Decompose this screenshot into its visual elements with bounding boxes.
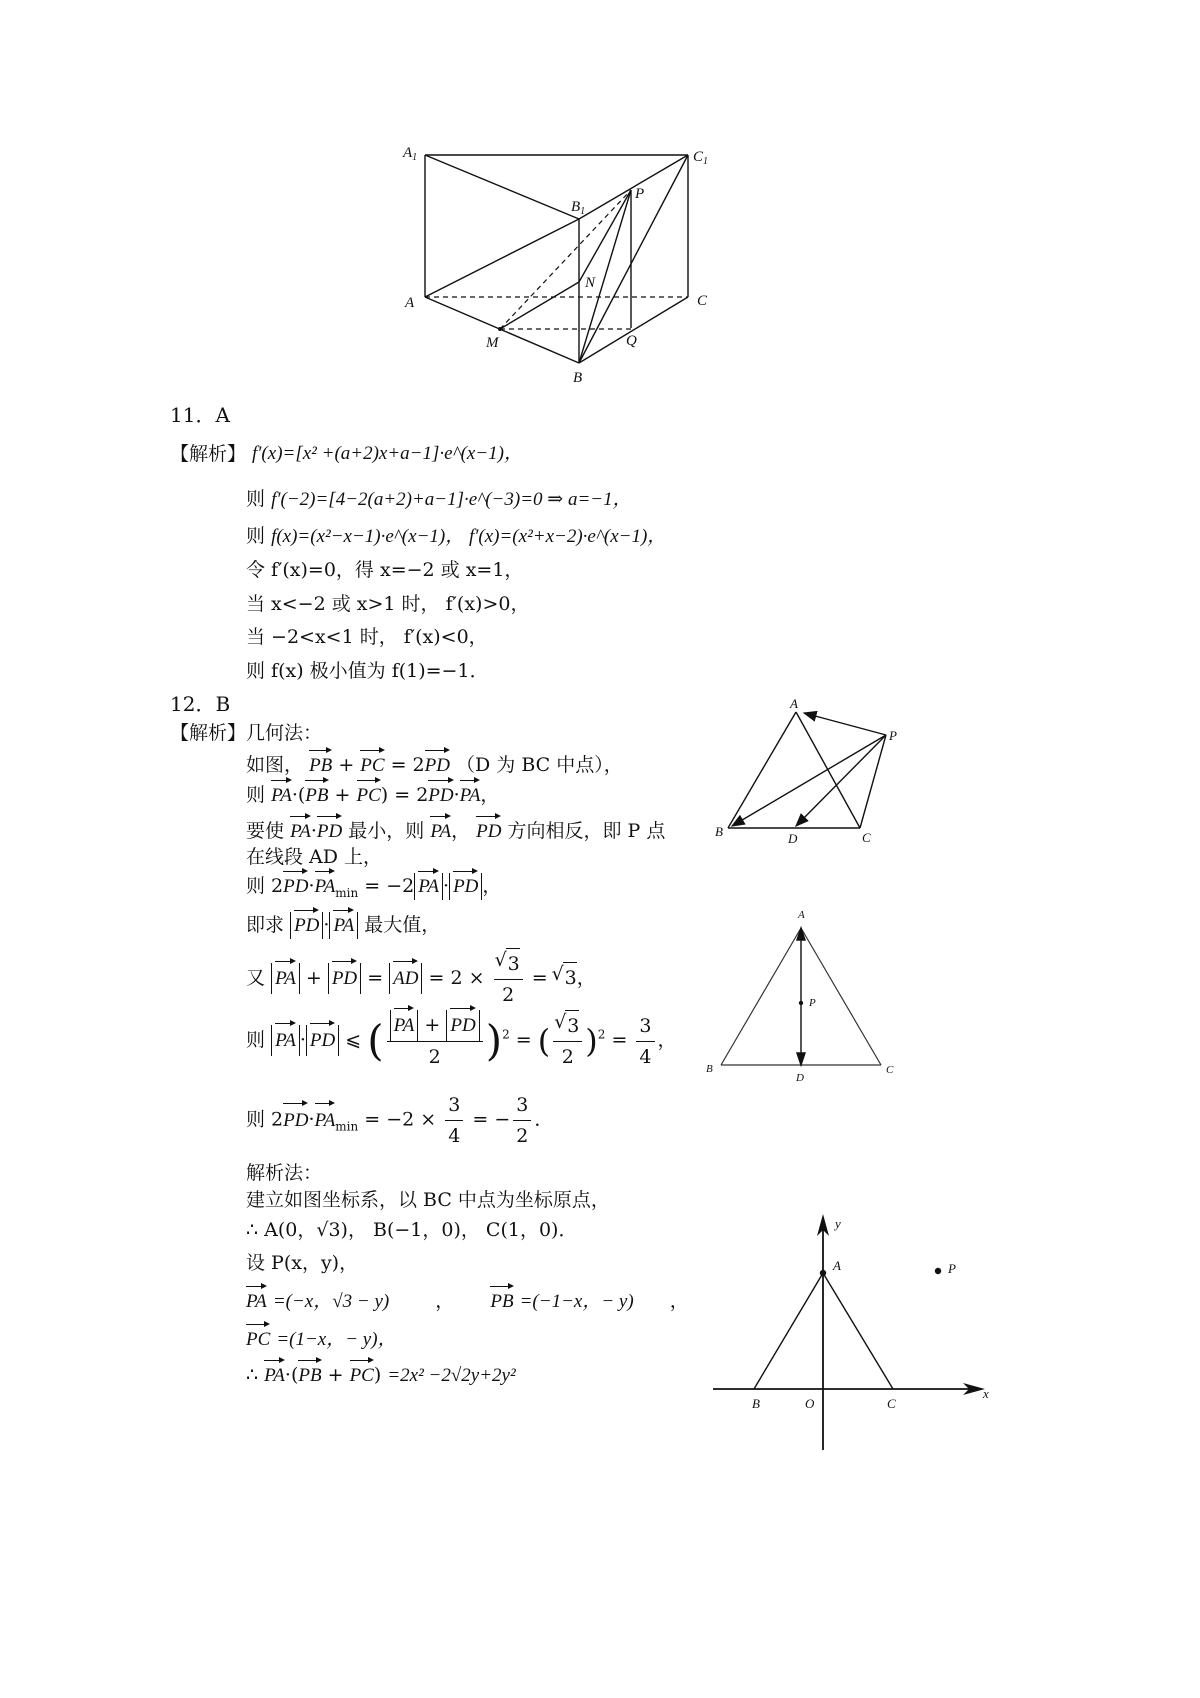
q12-ana-line-6: ∴ PA·(PB + PC) =2x² −2√2y+2y² [246,1362,516,1389]
tri-label-B: B [706,1063,713,1075]
quad-label-D: D [788,831,798,846]
q12-heading: 12．B [170,692,231,716]
q12-geo-line-8: 则 PA · PD ⩽ ( $\frac{PA + PD}{2}$ )$^2$ = ( √ $\frac{3}{2}$ )$^2$ = $\frac{3}{4}$ ， [246,1010,677,1072]
q11-line-4: 令 f′(x)=0，得 x=−2 或 x=1， [246,559,524,581]
triangle-figure [700,900,910,1090]
axis-label-O: O [805,1396,815,1411]
quad-label-B: B [715,824,723,839]
q11-tag: 【解析】 [170,443,247,465]
q12-method-2: 解析法： [246,1162,323,1184]
q12-ana-line-5: PC =(1−x，− y)， [246,1326,397,1353]
tri-label-P: P [809,997,816,1009]
q12-geo-line-4: 在线段 AD 上， [246,846,383,868]
axis-label-y: y [835,1216,841,1231]
tri-label-D: D [796,1072,804,1084]
q11-line-2: 则 f′(−2)=[4−2(a+2)+a−1]·e^(−3)=0 ⇒ a=−1， [246,488,632,510]
label-Q: Q [626,333,637,349]
label-B1: $B_1$ [571,199,586,217]
q12-geo-line-3: 要使 PA·PD 最小，则 PA， PD 方向相反，即 P 点 [246,818,665,845]
q12-geo-line-1: 如图， PB + PC = 2PD （D 为 BC 中点）， [246,752,623,779]
q11-line-7: 则 f(x) 极小值为 f(1)=−1． [246,660,489,682]
label-A: A [405,295,415,311]
q12-ana-line-2: ∴ A(0，√3)， B(−1，0)， C(1，0)． [246,1219,578,1241]
q12-ana-line-3: 设 P(x，y)， [246,1252,359,1274]
label-N: N [585,275,596,291]
label-P: P [635,186,645,202]
label-B: B [573,370,583,386]
tri-label-A: A [798,909,805,921]
q12-ana-line-1: 建立如图坐标系，以 BC 中点为坐标原点， [246,1189,610,1211]
label-C: C [697,293,708,309]
quad-label-A: A [790,696,798,711]
q11-line-5: 当 x<−2 或 x>1 时， f′(x)>0， [246,593,530,615]
label-A1: $A_1$ [403,145,418,163]
quad-label-C: C [862,830,871,845]
q12-geo-line-5: 则 $2PD\cdot PA_{min} = -2$ PA · PD ， [246,875,502,900]
q12-geo-line-6: 即求 PD · PA 最大值， [246,912,440,939]
q11-heading: 11．A [170,403,230,427]
q12-geo-line-2: 则 PA·(PB + PC) = 2PD·PA， [246,782,499,809]
axis-label-C: C [887,1396,896,1411]
q12-geo-line-7: 又 PA + PD = AD = 2 × √ $\frac{3}{2}$ = √ 3， [246,948,596,1010]
q12-ana-line-4: PA =(−x，√3 − y) ， PB =(−1−x，− y) ， [246,1288,689,1315]
q12-tag-line: 【解析】几何法： [170,722,323,744]
tri-label-C: C [886,1064,894,1076]
coordinate-figure [705,1210,1000,1455]
q11-line-3: 则 f(x)=(x²−x−1)·e^(x−1)， f′(x)=(x²+x−2)·e^(x−1)， [246,525,667,547]
axis-label-B: B [752,1396,760,1411]
label-C1: $C_1$ [693,149,709,167]
axis-label-P: P [948,1261,956,1276]
q11-line-1: f′(x)=[x² +(a+2)x+a−1]·e^(x−1)， [252,443,523,464]
quad-label-P: P [889,728,897,743]
label-M: M [486,335,499,351]
prism-figure [395,135,740,395]
axis-label-x: x [983,1386,989,1401]
axis-label-A: A [833,1258,841,1273]
q12-geo-line-9: 则 $2PD\cdot PA_{min} = -2$ × $\frac{3}{4}$ = − $\frac{3}{2}$ ． [246,1090,553,1151]
vector-quad-figure [700,690,920,850]
q11-line-6: 当 −2<x<1 时， f′(x)<0， [246,626,488,648]
